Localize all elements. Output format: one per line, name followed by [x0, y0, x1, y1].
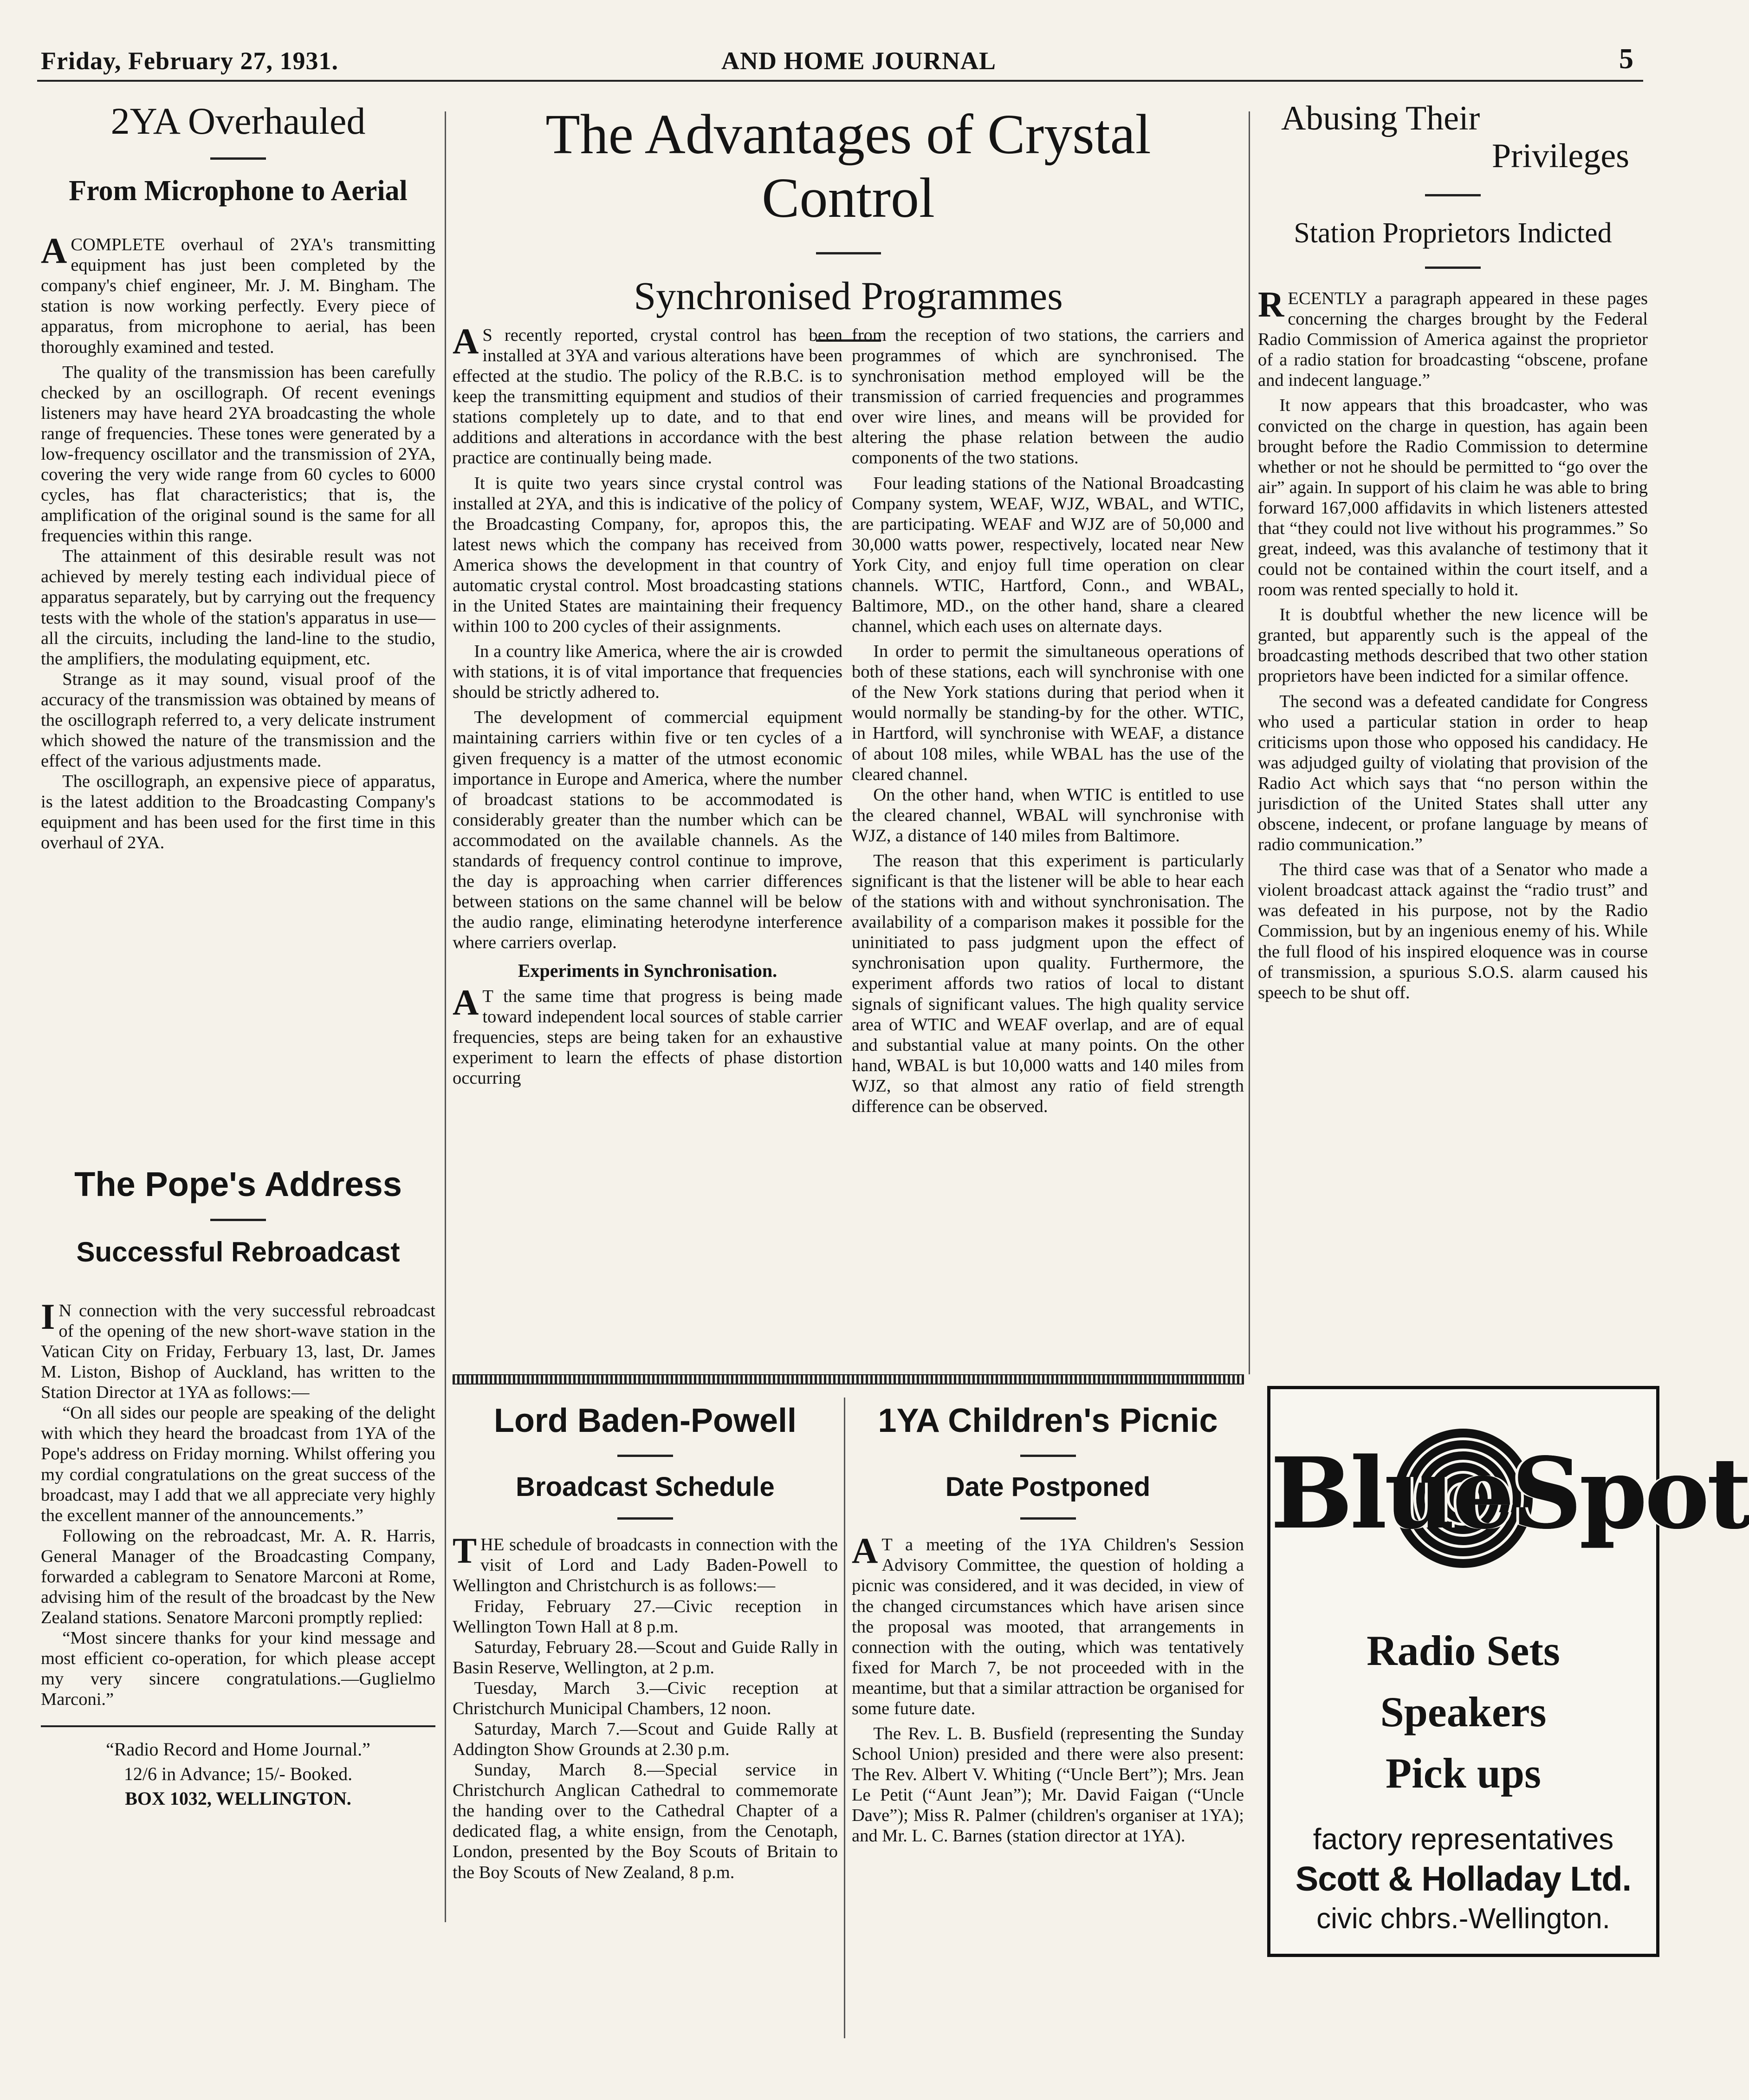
- subhead-rule: [1425, 267, 1481, 269]
- paragraph: Following on the rebroadcast, Mr. A. R. Harris, General Manager of the Broadcasting Company, forwarded a cablegram to Senatore Marconi at Rome, advising him of the result of the broadcast by the New Zealand stations. Senatore Marconi promptly replied:: [41, 1526, 435, 1628]
- advert-radio-sets: Radio Sets: [1367, 1627, 1560, 1674]
- paragraph: The third case was that of a Senator who made a violent broadcast attack against the “radio trust” and was defeated in his purpose, not by the Radio Commission, but by an ingenious enemy of his. While the full flood of his inspired eloquence was in course of transmission, a spurious S.O.S. alarm caused his speech to be shut off.: [1258, 860, 1648, 1002]
- paragraph: It now appears that this broadcaster, who was convicted on the charge in question, has again been brought before the Radio Commission to determine whether or not he should be permitted to “go over the air” again. In support of his claim he was able to bring forward 167,000 affidavits in which listeners attested that “they could not live without his programmes.” So great, indeed, was this avalanche of testimony that it could not be contained within the court itself, and a room was rented specially to hold it.: [1258, 396, 1648, 600]
- column-rule-1: [445, 111, 446, 1922]
- paragraph: The oscillograph, an expensive piece of apparatus, is the latest addition to the Broadcasting Company's equipment and has been used for the first time in this overhaul of 2YA.: [41, 772, 435, 853]
- dropcap: A: [453, 321, 479, 361]
- paragraph: HE schedule of broadcasts in connection with the visit of Lord and Lady Baden-Powell to Wellington and Christchurch is as follows:—: [453, 1535, 838, 1596]
- paragraph: “On all sides our people are speaking of the delight with which they heard the broadcast from 1YA of the Pope's address on Friday morning. Whilst offering you my cordial congratulations on the great success of the broadcast, may I add that we all appreciate very highly the excellent manner of the announcements.”: [41, 1403, 435, 1525]
- article-baden-powell: [453, 1402, 838, 1883]
- article-crystal-control: [453, 103, 1244, 342]
- subscription-rates: 12/6 in Advance; 15/- Booked.: [123, 1763, 353, 1785]
- paragraph: On the other hand, when WTIC is entitled to use the cleared channel, WBAL will synchronise with WJZ, a distance of 140 miles from Baltimore.: [852, 785, 1244, 845]
- subhead-rule: [617, 1517, 673, 1520]
- advert-pick-ups: Pick ups: [1386, 1749, 1541, 1797]
- subhead-pope: Successful Rebroadcast: [76, 1236, 400, 1268]
- article-2ya-overhauled: [41, 100, 435, 853]
- schedule-item: Sunday, March 8.—Special service in Christchurch Anglican Cathedral to commemorate the handing over to the Cathedral Chapter of a dedicated flag, a white ensign, from the Cenotaph, London, presented by the Boy Scouts of Britain to the Boy Scouts of New Zealand, 8 p.m.: [453, 1760, 838, 1882]
- paragraph: The development of commercial equipment maintaining carriers within five or ten cycles of a given frequency is a matter of the utmost economic importance in Europe and America, where the number of broadcast stations to be accommodated is considerably greater than the number which can be accommodated on the available channels. As the standards of frequency control continue to improve, the day is approaching when carrier differences between stations on the same channel will be below the audio range, eliminating heterodyne interference where carriers overlap.: [453, 708, 842, 953]
- paragraph: “Most sincere thanks for your kind message and most efficient co-operation, for which please accept my very sincere congratulations.—Guglielmo Marconi.”: [41, 1628, 435, 1710]
- subscription-title: “Radio Record and Home Journal.”: [106, 1739, 370, 1760]
- subhead-abusing: Station Proprietors Indicted: [1294, 217, 1612, 249]
- headline-rule: [1425, 194, 1481, 196]
- article-childrens-picnic: [852, 1402, 1244, 1846]
- header-journal-title: AND HOME JOURNAL: [721, 47, 996, 75]
- headline-rule: [210, 1219, 266, 1221]
- paragraph: The Rev. L. B. Busfield (representing the Sunday School Union) presided and there were also present: The Rev. Albert V. Whiting (“Uncle Bert”); Mrs. Jean Le Petit (“Aunt Jean”); Mr. David Faigan (“Uncle Dave”); Miss R. Palmer (children's organiser at 1YA); and Mr. L. C. Barnes (station director at 1YA).: [852, 1724, 1244, 1846]
- crystal-column-1: [453, 321, 842, 1089]
- section-head-synchronisation: Experiments in Synchronisation.: [518, 960, 777, 982]
- crystal-column-2: [852, 325, 1244, 1117]
- dropcap: A: [41, 230, 67, 271]
- paragraph: from the reception of two stations, the carriers and programmes of which are synchronised. The synchronisation method employed will be the transmission of carried frequencies and programmes over wire lines, and means will be provided for altering the phase relation between the audio components of the two stations.: [852, 325, 1244, 468]
- paragraph: T a meeting of the 1YA Children's Session Advisory Committee, the question of holding a picnic was considered, and it was decided, in view of the changed circumstances which have arisen since the proposal was mooted, that arrangements in connection with the outing, which was tentatively fixed for March 7, be not proceeded with in the meantime, but that a similar attraction be organised for some future date.: [852, 1535, 1244, 1718]
- paragraph: In a country like America, where the air is crowded with stations, it is of vital importance that frequencies should be strictly adhered to.: [453, 642, 842, 702]
- paragraph: ECENTLY a paragraph appeared in these pages concerning the charges brought by the Federal Radio Commission of America against the proprietor of a radio station for broadcasting “obscene, profane and indecent language.”: [1258, 289, 1648, 390]
- article-baden-body: [453, 1530, 838, 1882]
- paragraph: The attainment of this desirable result was not achieved by merely testing each individual piece of apparatus separately, but by carrying out the frequency tests with the whole of the station's apparatus in use—all the circuits, including the land-line to the studio, the amplifiers, the modulating equipment, etc.: [41, 546, 435, 669]
- headline-rule: [1020, 1455, 1076, 1457]
- paragraph: S recently reported, crystal control has been installed at 3YA and various alterations have been effected at the studio. The policy of the R.B.C. is to keep the transmitting equipment and studios of their stations completely up to date, and to that end additions and alterations in accordance with the best practice are continually being made.: [453, 325, 842, 468]
- article-abusing-privileges: [1258, 100, 1648, 1003]
- paragraph: Four leading stations of the National Broadcasting Company system, WEAF, WJZ, WBAL, and WTIC, are participating. WEAF and WJZ are of 50,000 and 30,000 watts power, respectively, located near New York City, and enjoy full time operation on clear channels. WTIC, Hartford, Conn., and WBAL, Baltimore, MD., on the other hand, share a cleared channel, which each uses on alternate days.: [852, 473, 1244, 637]
- dropcap: I: [41, 1296, 55, 1337]
- headline-pope: The Pope's Address: [74, 1165, 402, 1203]
- advert-company-name: Scott & Holladay Ltd.: [1295, 1859, 1632, 1898]
- paragraph: Strange as it may sound, visual proof of the accuracy of the transmission was obtained by means of the oscillograph referred to, a very delicate instrument which showed the nature of the transmission and the effect of the various adjustments made.: [41, 669, 435, 771]
- headline-2ya: 2YA Overhauled: [110, 100, 366, 142]
- headline-crystal: The Advantages of Crystal Control: [545, 103, 1151, 229]
- paragraph: T the same time that progress is being made toward independent local sources of stable carrier frequencies, steps are being taken for an exhaustive experiment to learn the effects of phase distortion occurring: [453, 987, 842, 1088]
- header-page-number: 5: [1619, 43, 1634, 75]
- header-rule: [37, 80, 1643, 82]
- schedule-item: Saturday, February 28.—Scout and Guide Rally in Basin Reserve, Wellington, at 2 p.m.: [453, 1637, 838, 1677]
- subscription-address: BOX 1032, WELLINGTON.: [125, 1788, 351, 1809]
- article-popes-address: [41, 1165, 435, 1811]
- paragraph: It is doubtful whether the new licence will be granted, but apparently such is the appeal of the broadcasting methods described that two other station proprietors have been indicted for a similar offence.: [1258, 605, 1648, 686]
- subhead-crystal: Synchronised Programmes: [634, 273, 1063, 319]
- subhead-baden: Broadcast Schedule: [516, 1471, 775, 1502]
- headline-rule: [617, 1455, 673, 1457]
- header-date: Friday, February 27, 1931.: [41, 47, 338, 75]
- schedule-item: Tuesday, March 3.—Civic reception at Christchurch Municipal Chambers, 12 noon.: [453, 1678, 838, 1718]
- headline-rule: [210, 157, 266, 160]
- subhead-picnic: Date Postponed: [945, 1471, 1151, 1502]
- subhead-rule: [1020, 1517, 1076, 1520]
- headline-abusing-line2: Privileges: [1492, 137, 1629, 176]
- blue-spot-logo: [1270, 1422, 1749, 1575]
- dropcap: R: [1258, 284, 1284, 325]
- blue-spot-advert: [1267, 1386, 1749, 1957]
- schedule-item: Friday, February 27.—Civic reception in Wellington Town Hall at 8 p.m.: [453, 1596, 838, 1637]
- paragraph: In order to permit the simultaneous operations of both of these stations, each will synchronise with one of the New York stations during that period when it would normally be standing-by for the other. WTIC, in Hartford, will synchronise with WEAF, a distance of about 108 miles, while WBAL has the use of the cleared channel.: [852, 642, 1244, 784]
- subscription-box: [41, 1737, 435, 1811]
- schedule-item: Saturday, March 7.—Scout and Guide Rally at Addington Show Grounds at 2.30 p.m.: [453, 1719, 838, 1760]
- column-rule-2: [844, 1398, 845, 2038]
- paragraph: The quality of the transmission has been carefully checked by an oscillograph. Of recent evenings listeners may have heard 2YA broadcasting the whole range of frequencies. These tones were generated by a low-frequency oscillator and the transmission of 2YA, covering the very wide range from 60 cycles to 6000 cycles, has flat characteristics; that is, the amplification of the original sound is the same for all frequencies within this range.: [41, 362, 435, 546]
- article-2ya-body: [41, 230, 435, 853]
- dropcap: T: [453, 1530, 477, 1571]
- advert-address: civic chbrs.-Wellington.: [1316, 1903, 1610, 1935]
- logo-text: BlueSpot: [1270, 1436, 1749, 1551]
- subscription-rule: [41, 1725, 435, 1727]
- advert-factory-reps: factory representatives: [1313, 1822, 1614, 1856]
- paragraph: The reason that this experiment is particularly significant is that the listener will be able to hear each of the stations with and without synchronisation. The availability of a comparison makes it possible for the uninitiated to pass judgment upon the effect of synchronisation upon quality. Furthermore, the experiment affords two ratios of local to distant signals of significant values. The high quality service area of WTIC and WEAF overlap, and are of equal and substantial value at many points. On the other hand, WBAL is but 10,000 watts and 140 miles from WJZ, so that almost any ratio of field strength difference can be observed.: [852, 851, 1244, 1116]
- paragraph: N connection with the very successful rebroadcast of the opening of the new short-wave station in the Vatican City on Friday, Ferbuary 13, last, Dr. James M. Liston, Bishop of Auckland, has written to the Station Director at 1YA as follows:—: [41, 1300, 435, 1403]
- advert-speakers: Speakers: [1380, 1688, 1547, 1736]
- article-picnic-body: [852, 1530, 1244, 1846]
- article-pope-body: [41, 1296, 435, 1710]
- subhead-2ya: From Microphone to Aerial: [69, 175, 408, 207]
- paragraph: The second was a defeated candidate for Congress who used a particular station in order to heap criticisms upon those who opposed his candidacy. He was adjudged guilty of violating that provision of the Radio Act which says that “no person within the jurisdiction of the United States shall utter any obscene, indecent, or profane language by means of radio communication.”: [1258, 691, 1648, 855]
- paragraph: It is quite two years since crystal control was installed at 2YA, and this is indicative of the policy of the Broadcasting Company, for, apropos this, the latest news which the company has received from America shows the development in that country of automatic crystal control. Most broadcasting stations in the United States are maintaining their frequency within 100 to 200 cycles of their assignments.: [453, 473, 842, 637]
- article-abusing-body: [1258, 284, 1648, 1003]
- headline-picnic: 1YA Children's Picnic: [878, 1402, 1218, 1439]
- headline-abusing-line1: Abusing Their: [1281, 99, 1480, 137]
- paragraph: COMPLETE overhaul of 2YA's transmitting equipment has just been completed by the company's chief engineer, Mr. J. M. Bingham. The station is now working perfectly. Every piece of apparatus, from microphone to aerial, has been thoroughly examined and tested.: [41, 235, 435, 357]
- dropcap: A: [852, 1530, 878, 1571]
- headline-baden: Lord Baden-Powell: [493, 1402, 797, 1439]
- headline-rule: [816, 252, 881, 254]
- dotted-separator: [453, 1374, 1244, 1385]
- dropcap: A: [453, 982, 479, 1023]
- column-rule-3: [1249, 111, 1250, 1374]
